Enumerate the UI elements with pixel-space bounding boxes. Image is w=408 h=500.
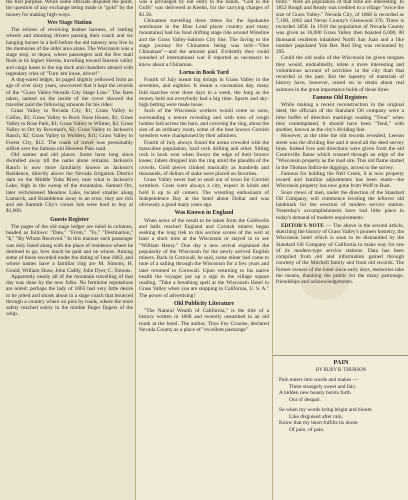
col3-paragraph-5: Famous for holding the Nell Creek, it is now property owned and familiar adjustments has been made—the Wisconsin property has now gone from Wolf to Rust.: [276, 170, 404, 190]
col3-paragraph-4: However, at the time the old records revealed, Leeson street was the dividing line and it stood all the deed survey lines. Indeed Ives and directions were given from the old Centreville flame which crossed through an edge of the "Wisconsin property as the road site. This old flame started in the Thomas Indira-de diggings, across to the survey.: [276, 133, 404, 171]
poem-line: Them strangely sweet and fair;: [289, 383, 356, 390]
col1-heading-2: Guests Register: [50, 216, 89, 223]
col2-heading-1: Lorna in Book Yard: [179, 69, 229, 76]
col2-lead: was a privileged by our entry to the hands, "God in the Gulfs" was delivered at Keehn, for the carrying charges of $1.50.: [139, 0, 269, 18]
col3-paragraph-1: bility." Note an population of that time are interesting. In 1852 Rough and Ready was credited to a village "twice the size of Grass Valley." Nevada City, of 1868 is recorded as 7,100, 1862 and Nevar County's Glenwood 376. There is recorded 1858. In 1916 the population of Nevada County was given as 16,000 Grass Valley then boasted 6,000, 00 thousand residents inhabited North San Juan and a like number populated Yob Bet. Red Dog was recounted by 295.: [276, 0, 404, 55]
col1-paragraph-6: Apparently nearly all of the mountain travelling of that day was done by the new folks. No feminine reputations are noted; perhaps the lady of 1863 had very little desire to be jolted and shook about in a stage coach that bounced through a country where on pins by roads, where the most safety reached solely in the nimble finger fingers of the whip.: [6, 273, 133, 318]
poem-line: A hidden new beauty bursts forth: [279, 390, 351, 396]
poem-line: Of pain, of pain.: [289, 426, 325, 433]
col1-paragraph-3: Grass Valley to Nevada City, $1; Grass Valley to Colfax, $3; Grass Valley to Rock Nose House, $1; Grass Valley to Rose Park, $1; Grass Valley to Wilmer, $2; Grass Valley to Orr by Bowman's, $2; Grass Valley to Jackson's Ranch, $2; Grass Valley to Wolders, $11; Grass Valley to Forest City, $12. The roads of travel was presumably stifled over the famous old Henness Pass road.: [6, 108, 133, 152]
col1-paragraph-2: A dog-eared ledger, its paged slightly yellowed from an age of over sixty years, uncovered that it kept the records of the "Grass Valley-Nevada City Stage Line." The fares taken, named on the inside of the cover showed the traveller paid the following amounts for his rides:: [6, 77, 133, 108]
clipping-column-1: [0, 0, 135, 500]
poem-clipping: [273, 355, 408, 500]
col1-lead: the first purpose. While some officials disputed the point, the question of any exchange being made in "gold" by the money for making high-ways.: [6, 0, 133, 18]
paper-stain: [300, 260, 350, 300]
col2-heading-2: Was Known in England: [174, 210, 234, 217]
col3-paragraph-2: Could the old walls of the Wisconsin be given tongues they would, undoubtedly, relate a more interesting and voluminous account of activities in the city than that recorded in the past. But the tapestry of materials of history have, however, raised on to retain about real salmons in the great importance holds of those three.: [276, 55, 404, 93]
poem-title: PAIN: [333, 359, 349, 366]
poem-line: Pain enters into words and makes —: [279, 377, 359, 383]
editors-note-text: The above is the second article, sketching the history of Grass Valley's pioneer hostelry, the Wisconsin hotel which is soon to be dismantled by the Standard Oil Company of California to make way for one of its modern-type service stations. Data has been compiled from old and information gained through courtesy of the Mitchell family and from old records. The former owners of the hotel since early days, memories take the means, thanking the public for the many patronage, friendships and acknowledgements.: [276, 222, 404, 285]
col3-paragraph-3: While making a recent reconstruction in the original deed, the officials of the Standard Oil company were a time buffet of direction markings reading "Treat" when they contemplated, it should have been "Tend," with another, known as the city's dividing line.: [276, 102, 404, 133]
col1-paragraph-1: The echoes of revolving leather harness, of rattling wheels and shouting drivers passing their coach and six hanging horses in a bell before the old tannery now live in the memories of the older area alone. The Wisconsin was a stage stop, or depot, where passengers and the few mail finds in its higher Sierras, travelling toward Sinston valley and cargo bases to the top dock and chandlers aboard with legendary cries of "Turn 'em loose, driver!": [6, 27, 133, 77]
col3-heading-1: Famous Old Registers: [312, 94, 368, 101]
clipping-column-2: [136, 0, 272, 500]
col1-paragraph-5: The pages of the old stage ledger are ruled in columns, headed as follows: "Date," "From," "To," "Destination," "$," "By Whom Received." In this manner each passenger was duly listed along with the place of residence where he destined to go, how much he paid and on whose. Among some of those recorded under the dating of June 1863, and whose names have a familiar ring are M. Simons, H. Gould, William Shaw, John Caddy, John Dyer, C. Simons.: [6, 223, 133, 274]
col2-paragraph-1: Chinamen travelling three times for the Spokanite warehouse in the Blue Lead placer country and many mountains) had his food drifting stage ride around Wineline and the Grass Valley-Salmon City line. The Javing to the stage journey for Chinamen being was told—"One Chinaman"—and the amount paid. Evidently they could sounded of international war if reported as necessary to know about a Chinaman.: [139, 17, 269, 68]
poem-line: So when my words bring bright and bloom: [279, 407, 372, 413]
poem-line: Out of despair.: [289, 396, 321, 403]
col2-paragraph-7: "The Natural Wealth of California," is the title of a history written in 1868 and recently unearthed in an old trunk at the hotel. The author, Titus Fey Cronise, declared Nevada County as a place of "excellent pasturage": [139, 308, 269, 333]
poem-line: Know that my heart fulfills its doom: [279, 420, 358, 426]
col2-paragraph-2: Fourth of July meant big doings in Grass Valley in the seventies, and eighties. It meant a coronation day, many fold marches over three days in a week, the Jong as the money held out everybody had a big time. Sports and sky-high betting were made loose.: [139, 77, 269, 108]
col2-paragraph-3: Such of the Wisconsin workers would come so soon, surrounding a tenure revealing and with tons of rough lumber laid across the barn, and covering the ring, about the size of an ordinary room, some of the best known Cornish wrestlers were championed by their admirers.: [139, 108, 269, 140]
poem-byline: BY RUBY B. THURSON: [315, 367, 367, 373]
col3-paragraph-6: Soon crews of men, under the direction of the Standard Oil Company, will commence leveling the leftover old landmark for the erection of modern service station. Yesterday's accomplishments have had little place in today's demand of modern requirements.: [276, 189, 404, 221]
col2-paragraph-6: When news of the result to be taken from the Goldwells and balls reached England and Cornish miners began seeking the long trek to this section scores of the well at least a short time at the Wisconsin or stayed in to see "William Henry." One day a new arrival explained the popularity of the Wisconsin for the newly arrived English miners. Back in Cornwall, he said, some miner had come to tune of a sailing through the Wisconsin for a few years and later returned to Cornwall. Upon returning to his native health the voyager put up a sign in the village square reading, "Take a breathing spell at the Wisconsin Hotel in Grass Valley when you are stopping in California, U. S. A." The power of advertising!: [139, 217, 269, 299]
poem-line: Like disguised after rain,: [289, 413, 343, 420]
col2-heading-3: Old Publicity Literature: [173, 300, 235, 307]
col2-paragraph-4: Fourth of July always found the arena crowded with the masculine population, hard rock drilling and other. Sitting rock is huck won when Sways the edge of their bronco knees; Jabets dropped into the ring amid the plaudits of the crowds. Gold pieces clinked musically as hundreds and thousands, of dollars of stake were placed on favorites.: [139, 139, 269, 177]
col2-paragraph-5: Grass Valley never had to send out of town for Cornish wrestlers. Costs were always a city, expect in kinds and hold it up to all comers. The wrestling enthusiasm of Independence Day at the hotel about Dollar and was obviously a good many years ago.: [139, 177, 269, 208]
editors-note-label: EDITOR'S NOTE: [281, 222, 324, 229]
col1-paragraph-4: Old names and old places. Some have long since dwindled away till the name alone remains. Jackson's Ranch is now more familiarly known as Jackson's Residence, directly above the Nevada Irrigation District dam on the Middle Yuba River, near what is Jackson's Lake, high in the sweep of the mountains. Samuel Orr, later rechristened Meadow Lake, located smaller along Lamarck, and Brambleton away to an error, they are rich and are Summit City's corner lots were hard to buy at $1,000.: [6, 152, 133, 215]
col1-heading-1: Wes Stage Station: [47, 19, 92, 26]
paper-stain: [60, 120, 100, 150]
editors-note: EDITOR'S NOTE — The above is the second article, sketching the history of Grass Valley's pioneer hostelry, the Wisconsin hotel which is soon to be dismantled by the Standard Oil Company of California to make way for one of its modern-type service stations. Data has been compiled from old and information gained through courtesy of the Mitchell family and from old records. The former owners of the hotel since early days, memories take the means, thanking the public for the many patronage, friendships and acknowledgements.: [276, 222, 404, 285]
